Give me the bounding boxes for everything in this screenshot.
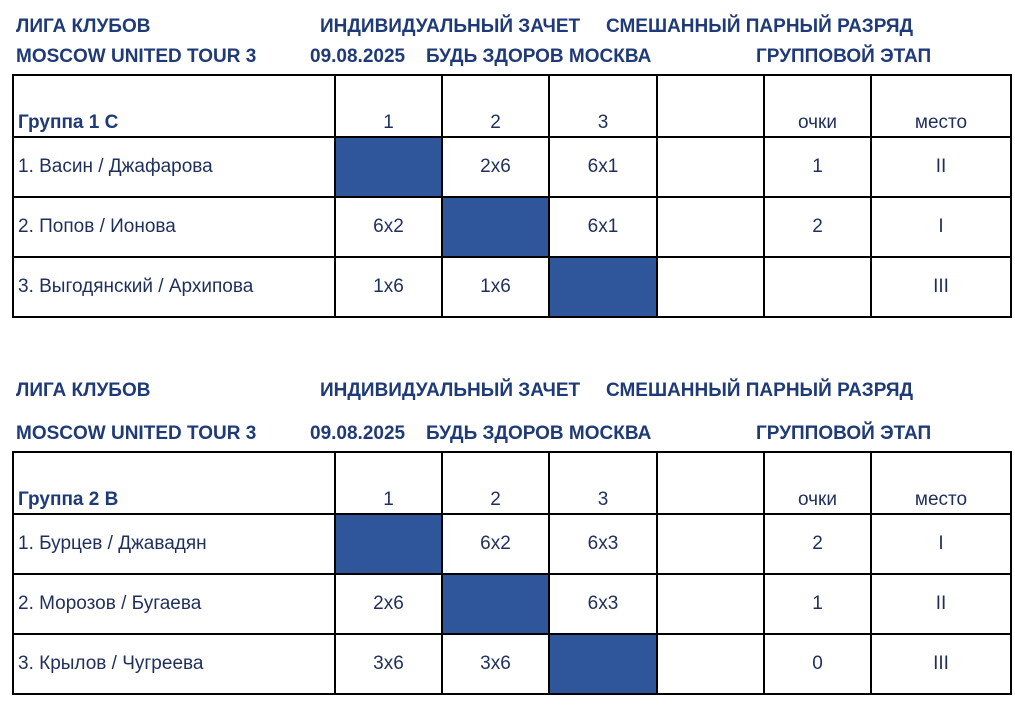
result-cell: 6х2 [442, 514, 549, 574]
table-row [13, 197, 1011, 257]
self-match-cell [549, 257, 657, 317]
col-header-points: очки [764, 75, 871, 137]
result-cell: 6х3 [549, 514, 657, 574]
group-1-header [12, 8, 1010, 74]
result-cell: 6х1 [549, 137, 657, 197]
table-row [13, 514, 1011, 574]
result-cell: 6х2 [335, 197, 442, 257]
place-cell: II [871, 574, 1011, 634]
venue-title: БУДЬ ЗДОРОВ МОСКВА [426, 423, 652, 444]
result-cell: 3х6 [335, 634, 442, 694]
result-cell: 2х6 [442, 137, 549, 197]
group-1-table [12, 74, 1012, 318]
result-cell: 1х6 [442, 257, 549, 317]
table-header-row [13, 75, 1011, 137]
place-cell: III [871, 634, 1011, 694]
points-cell: 1 [764, 574, 871, 634]
table-row [13, 634, 1011, 694]
col-header-3: 3 [549, 452, 657, 514]
blank-cell [657, 197, 764, 257]
discipline-title: СМЕШАННЫЙ ПАРНЫЙ РАЗРЯД [606, 16, 914, 37]
points-cell: 0 [764, 634, 871, 694]
self-match-cell [335, 514, 442, 574]
blank-cell [657, 634, 764, 694]
table-header-row [13, 452, 1011, 514]
tour-title: MOSCOW UNITED TOUR 3 [16, 46, 257, 67]
group-1-block [12, 8, 1012, 318]
team-name: 2. Морозов / Бугаева [13, 574, 335, 634]
col-header-blank [657, 452, 764, 514]
col-header-1: 1 [335, 75, 442, 137]
group-label: Группа 2 В [13, 452, 335, 514]
table-row [13, 137, 1011, 197]
table-row [13, 257, 1011, 317]
event-title: ИНДИВИДУАЛЬНЫЙ ЗАЧЕТ [320, 380, 581, 401]
place-cell: I [871, 514, 1011, 574]
col-header-2: 2 [442, 75, 549, 137]
col-header-2: 2 [442, 452, 549, 514]
league-title: ЛИГА КЛУБОВ [16, 380, 151, 401]
points-cell: 1 [764, 137, 871, 197]
team-name: 3. Крылов / Чугреева [13, 634, 335, 694]
place-cell: I [871, 197, 1011, 257]
result-cell: 2х6 [335, 574, 442, 634]
col-header-points: очки [764, 452, 871, 514]
event-title: ИНДИВИДУАЛЬНЫЙ ЗАЧЕТ [320, 16, 581, 37]
col-header-3: 3 [549, 75, 657, 137]
team-name: 1. Бурцев / Джавадян [13, 514, 335, 574]
self-match-cell [442, 197, 549, 257]
group-2-block [12, 375, 1012, 695]
stage-title: ГРУППОВОЙ ЭТАП [756, 46, 932, 67]
blank-cell [657, 514, 764, 574]
group-2-header [12, 375, 1010, 451]
col-header-1: 1 [335, 452, 442, 514]
place-cell: II [871, 137, 1011, 197]
place-cell: III [871, 257, 1011, 317]
tour-title: MOSCOW UNITED TOUR 3 [16, 423, 257, 444]
col-header-place: место [871, 452, 1011, 514]
blank-cell [657, 137, 764, 197]
team-name: 1. Васин / Джафарова [13, 137, 335, 197]
stage-title: ГРУППОВОЙ ЭТАП [756, 423, 932, 444]
table-row [13, 574, 1011, 634]
points-cell [764, 257, 871, 317]
col-header-blank [657, 75, 764, 137]
league-title: ЛИГА КЛУБОВ [16, 16, 151, 37]
discipline-title: СМЕШАННЫЙ ПАРНЫЙ РАЗРЯД [606, 380, 914, 401]
blank-cell [657, 574, 764, 634]
result-cell: 6х1 [549, 197, 657, 257]
team-name: 2. Попов / Ионова [13, 197, 335, 257]
team-name: 3. Выгодянский / Архипова [13, 257, 335, 317]
col-header-place: место [871, 75, 1011, 137]
blank-cell [657, 257, 764, 317]
group-2-table [12, 451, 1012, 695]
venue-title: БУДЬ ЗДОРОВ МОСКВА [426, 46, 652, 67]
result-cell: 3х6 [442, 634, 549, 694]
event-date: 09.08.2025 [310, 423, 406, 444]
group-label: Группа 1 С [13, 75, 335, 137]
result-cell: 6х3 [549, 574, 657, 634]
result-cell: 1х6 [335, 257, 442, 317]
self-match-cell [335, 137, 442, 197]
points-cell: 2 [764, 514, 871, 574]
self-match-cell [549, 634, 657, 694]
event-date: 09.08.2025 [310, 46, 406, 67]
points-cell: 2 [764, 197, 871, 257]
self-match-cell [442, 574, 549, 634]
